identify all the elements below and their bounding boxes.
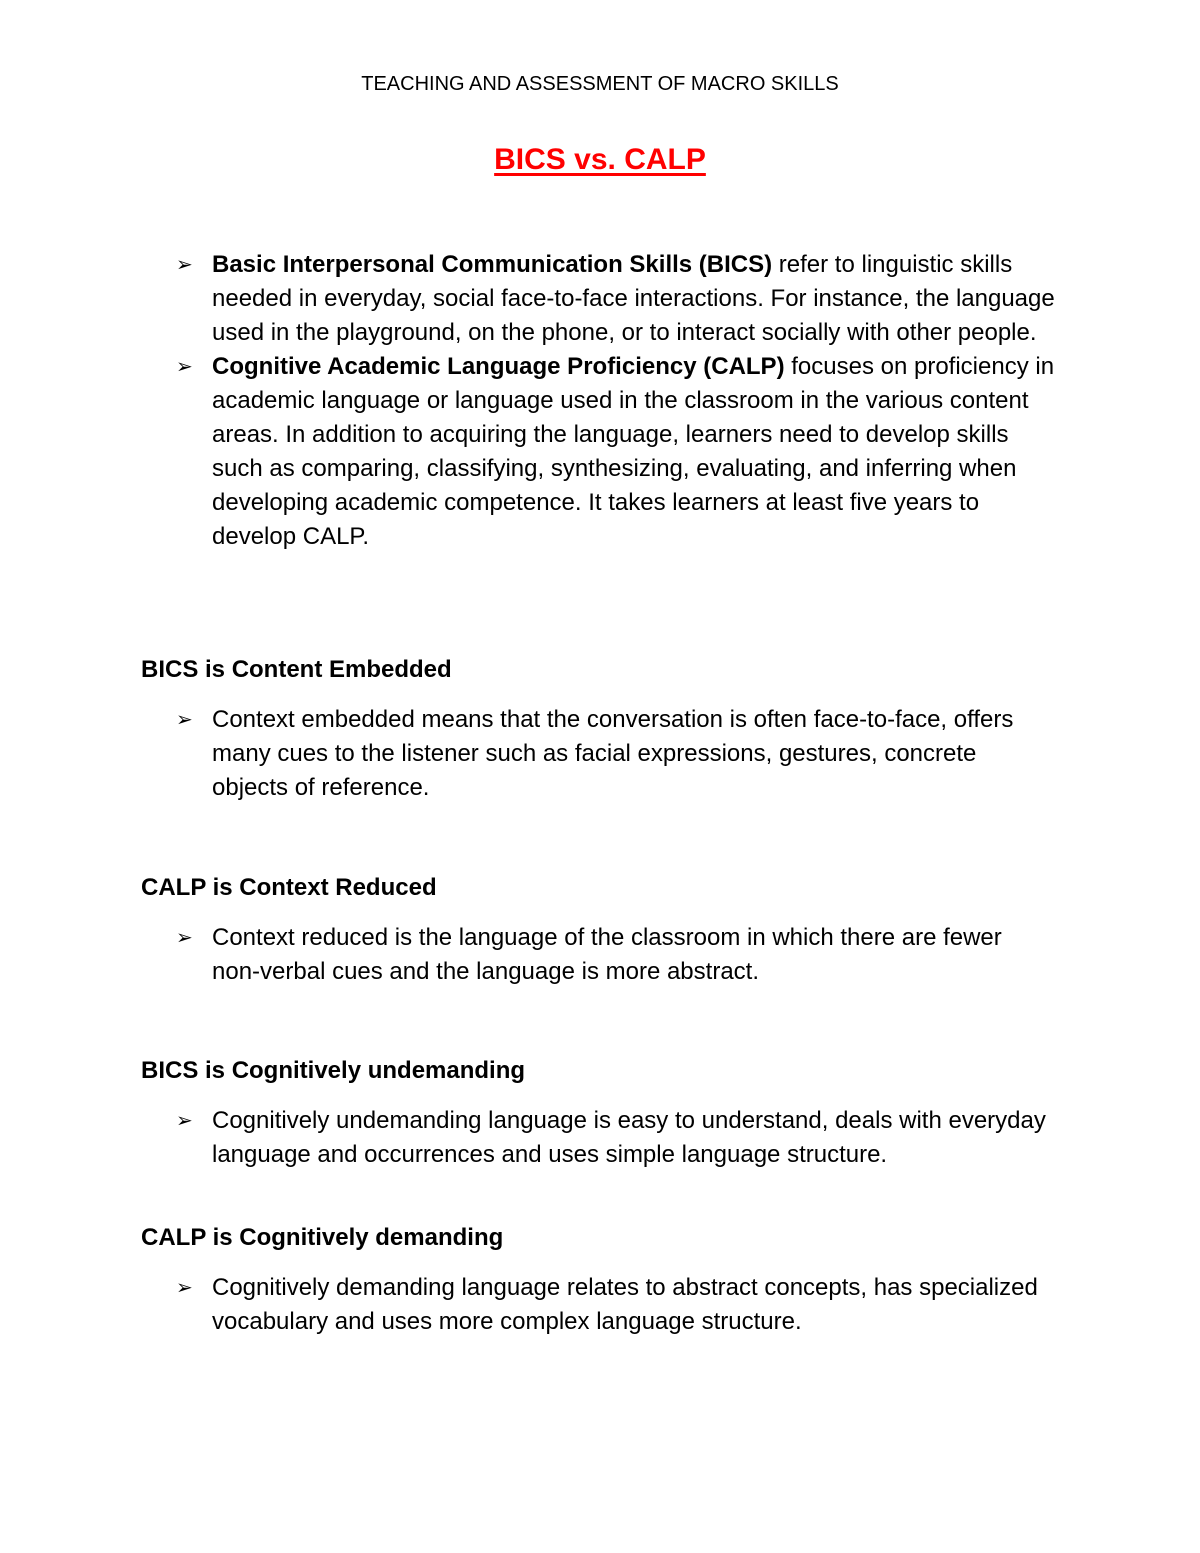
bullet-text: Context embedded means that the conversation is often face-to-face, offers many cues to the listener such as facial expressions, gestures, concrete objects of reference. xyxy=(212,706,1014,801)
bics-term: Basic Interpersonal Communication Skills (BICS) xyxy=(212,251,773,278)
bullet-text: Cognitively demanding language relates to abstract concepts, has specialized vocabulary and uses more complex language structure. xyxy=(212,1274,1038,1335)
section-heading: CALP is Cognitively demanding xyxy=(141,1224,504,1251)
calp-term: Cognitive Academic Language Proficiency (CALP) xyxy=(212,353,785,380)
arrow-bullet-icon: ➢ xyxy=(176,1110,193,1132)
list-item xyxy=(176,1271,1056,1339)
list-item xyxy=(176,703,1056,805)
section-bullet-list xyxy=(176,1104,1056,1172)
page-header: TEACHING AND ASSESSMENT OF MACRO SKILLS xyxy=(361,73,839,95)
intro-bullet-list xyxy=(176,248,1056,554)
bullet-text: Context reduced is the language of the classroom in which there are fewer non-verbal cues and the language is more abstract. xyxy=(212,924,1002,985)
arrow-bullet-icon: ➢ xyxy=(176,356,193,378)
calp-definition: focuses on proficiency in academic language or language used in the classroom in the various content areas. In addition to acquiring the language, learners need to develop skills such as comparing, classifying, synthesizing, evaluating, and inferring when developing academic competence. It takes learners at least five years to develop CALP. xyxy=(212,353,1055,550)
list-item xyxy=(176,1104,1056,1172)
section-bullet-list xyxy=(176,703,1056,805)
arrow-bullet-icon: ➢ xyxy=(176,1277,193,1299)
section-heading: CALP is Context Reduced xyxy=(141,874,437,901)
section-heading: BICS is Cognitively undemanding xyxy=(141,1057,526,1084)
arrow-bullet-icon: ➢ xyxy=(176,927,193,949)
list-item xyxy=(176,248,1056,350)
bullet-text: Cognitively undemanding language is easy to understand, deals with everyday language and occurrences and uses simple language structure. xyxy=(212,1107,1046,1168)
bics-definition: refer to linguistic skills needed in everyday, social face-to-face interactions. For instance, the language used in the playground, on the phone, or to interact socially with other people. xyxy=(212,251,1055,346)
section-bullet-list xyxy=(176,921,1056,989)
list-item xyxy=(176,921,1056,989)
page-title: BICS vs. CALP xyxy=(494,143,706,176)
section-bullet-list xyxy=(176,1271,1056,1339)
section-heading: BICS is Content Embedded xyxy=(141,656,452,683)
arrow-bullet-icon: ➢ xyxy=(176,709,193,731)
arrow-bullet-icon: ➢ xyxy=(176,254,193,276)
list-item xyxy=(176,350,1056,554)
